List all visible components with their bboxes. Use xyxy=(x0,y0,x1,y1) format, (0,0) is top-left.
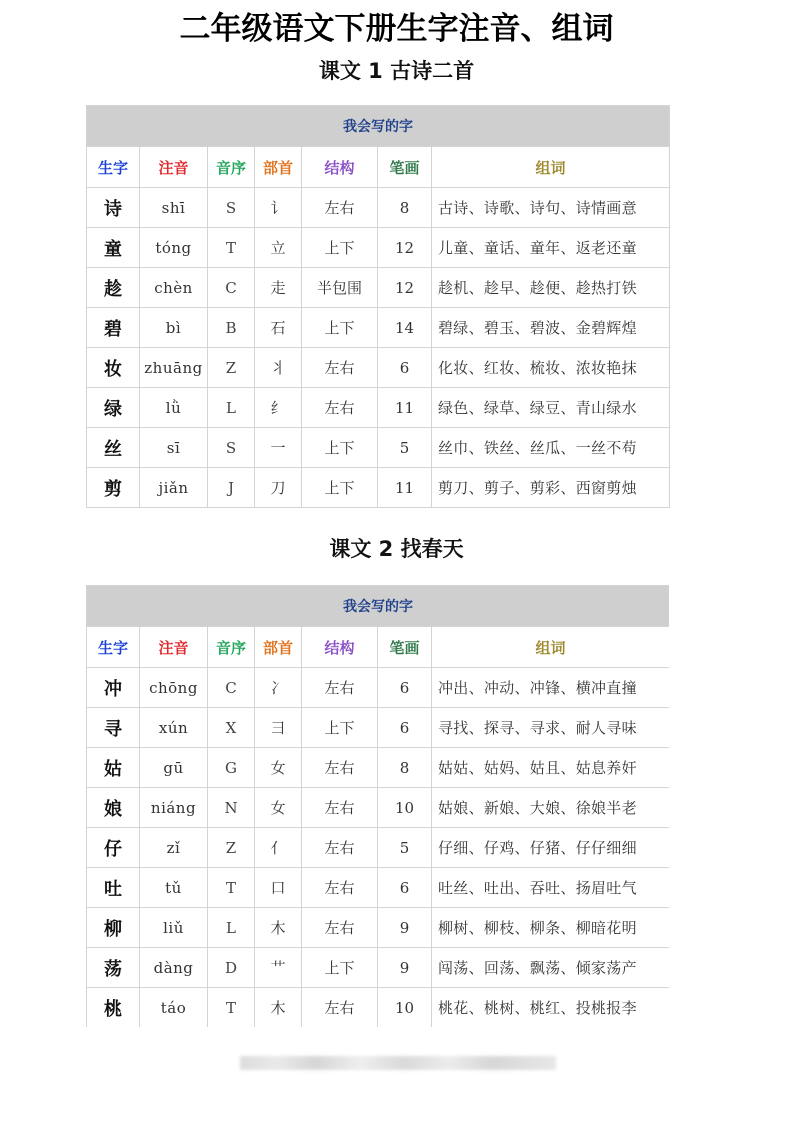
cell-initial: T xyxy=(208,868,255,908)
cell-initial: L xyxy=(208,908,255,948)
table-row xyxy=(87,908,670,948)
cell-initial: J xyxy=(208,468,255,508)
cell-initial: N xyxy=(208,788,255,828)
cell-strokes: 12 xyxy=(378,228,432,268)
cell-radical: 走 xyxy=(255,268,302,308)
cell-initial: G xyxy=(208,748,255,788)
cell-char: 碧 xyxy=(87,308,140,348)
cell-char: 妆 xyxy=(87,348,140,388)
cell-pinyin: táo xyxy=(140,988,208,1028)
cell-strokes: 8 xyxy=(378,748,432,788)
cell-strokes: 14 xyxy=(378,308,432,348)
table-row xyxy=(87,388,670,428)
table-row xyxy=(87,948,670,988)
cell-pinyin: liǔ xyxy=(140,908,208,948)
cell-words: 绿色、绿草、绿豆、青山绿水 xyxy=(432,388,670,428)
column-header-initial: 音序 xyxy=(208,627,255,668)
cell-pinyin: xún xyxy=(140,708,208,748)
cell-strokes: 9 xyxy=(378,908,432,948)
cell-char: 趁 xyxy=(87,268,140,308)
cell-char: 桃 xyxy=(87,988,140,1028)
table-row xyxy=(87,188,670,228)
cell-initial: T xyxy=(208,228,255,268)
cell-initial: B xyxy=(208,308,255,348)
cell-initial: S xyxy=(208,428,255,468)
cell-strokes: 10 xyxy=(378,988,432,1028)
cell-initial: S xyxy=(208,188,255,228)
cell-words: 姑娘、新娘、大娘、徐娘半老 xyxy=(432,788,670,828)
cell-radical: 亻 xyxy=(255,828,302,868)
cell-structure: 上下 xyxy=(302,708,378,748)
cell-initial: D xyxy=(208,948,255,988)
cell-strokes: 8 xyxy=(378,188,432,228)
table-row xyxy=(87,868,670,908)
cell-words: 姑姑、姑妈、姑且、姑息养奸 xyxy=(432,748,670,788)
column-header-char: 生字 xyxy=(87,627,140,668)
cell-char: 姑 xyxy=(87,748,140,788)
cell-pinyin: chōng xyxy=(140,668,208,708)
cell-pinyin: shī xyxy=(140,188,208,228)
cell-radical: 纟 xyxy=(255,388,302,428)
cell-char: 剪 xyxy=(87,468,140,508)
cell-radical: 艹 xyxy=(255,948,302,988)
cell-structure: 左右 xyxy=(302,748,378,788)
cell-strokes: 11 xyxy=(378,388,432,428)
cell-strokes: 6 xyxy=(378,868,432,908)
cell-radical: 石 xyxy=(255,308,302,348)
cell-words: 吐丝、吐出、吞吐、扬眉吐气 xyxy=(432,868,670,908)
cell-radical: 木 xyxy=(255,908,302,948)
column-header-pinyin: 注音 xyxy=(140,147,208,188)
cell-strokes: 11 xyxy=(378,468,432,508)
table-row xyxy=(87,308,670,348)
lesson-1-title: 课文 1 古诗二首 xyxy=(318,59,475,83)
cell-pinyin: dàng xyxy=(140,948,208,988)
cell-words: 闯荡、回荡、飘荡、倾家荡产 xyxy=(432,948,670,988)
cell-char: 冲 xyxy=(87,668,140,708)
table-caption: 我会写的字 xyxy=(87,586,670,627)
cell-words: 冲出、冲动、冲锋、横冲直撞 xyxy=(432,668,670,708)
cell-structure: 左右 xyxy=(302,988,378,1028)
cell-initial: C xyxy=(208,668,255,708)
cell-radical: 女 xyxy=(255,788,302,828)
cell-structure: 左右 xyxy=(302,908,378,948)
cell-structure: 上下 xyxy=(302,308,378,348)
cell-structure: 左右 xyxy=(302,388,378,428)
cell-pinyin: tǔ xyxy=(140,868,208,908)
cell-words: 剪刀、剪子、剪彩、西窗剪烛 xyxy=(432,468,670,508)
table-row xyxy=(87,228,670,268)
cell-words: 丝巾、铁丝、丝瓜、一丝不苟 xyxy=(432,428,670,468)
column-header-initial: 音序 xyxy=(208,147,255,188)
column-header-pinyin: 注音 xyxy=(140,627,208,668)
column-header-words: 组词 xyxy=(432,147,670,188)
cell-structure: 左右 xyxy=(302,188,378,228)
cell-words: 趁机、趁早、趁便、趁热打铁 xyxy=(432,268,670,308)
column-header-structure: 结构 xyxy=(302,627,378,668)
cell-pinyin: niáng xyxy=(140,788,208,828)
table-row xyxy=(87,268,670,308)
cell-pinyin: jiǎn xyxy=(140,468,208,508)
cell-structure: 左右 xyxy=(302,668,378,708)
table-row xyxy=(87,708,670,748)
cell-strokes: 6 xyxy=(378,708,432,748)
cell-initial: Z xyxy=(208,348,255,388)
column-header-structure: 结构 xyxy=(302,147,378,188)
cell-strokes: 5 xyxy=(378,428,432,468)
cell-structure: 左右 xyxy=(302,788,378,828)
table-row xyxy=(87,788,670,828)
cell-pinyin: gū xyxy=(140,748,208,788)
table-row xyxy=(87,348,670,388)
cell-structure: 左右 xyxy=(302,868,378,908)
table-row xyxy=(87,428,670,468)
cell-char: 寻 xyxy=(87,708,140,748)
cell-words: 仔细、仔鸡、仔猪、仔仔细细 xyxy=(432,828,670,868)
cell-initial: C xyxy=(208,268,255,308)
cell-char: 丝 xyxy=(87,428,140,468)
column-header-char: 生字 xyxy=(87,147,140,188)
cell-char: 荡 xyxy=(87,948,140,988)
cell-radical: 冫 xyxy=(255,668,302,708)
cell-initial: L xyxy=(208,388,255,428)
cell-char: 仔 xyxy=(87,828,140,868)
cell-initial: T xyxy=(208,988,255,1028)
column-header-radical: 部首 xyxy=(255,627,302,668)
table-row xyxy=(87,828,670,868)
cell-words: 桃花、桃树、桃红、投桃报李 xyxy=(432,988,670,1028)
cell-radical: 女 xyxy=(255,748,302,788)
cell-char: 吐 xyxy=(87,868,140,908)
cell-structure: 上下 xyxy=(302,428,378,468)
page-title: 二年级语文下册生字注音、组词 xyxy=(179,11,614,47)
cell-words: 儿童、童话、童年、返老还童 xyxy=(432,228,670,268)
cell-radical: 木 xyxy=(255,988,302,1028)
cell-strokes: 12 xyxy=(378,268,432,308)
cell-char: 柳 xyxy=(87,908,140,948)
cell-words: 化妆、红妆、梳妆、浓妆艳抹 xyxy=(432,348,670,388)
cell-radical: 彐 xyxy=(255,708,302,748)
cell-pinyin: chèn xyxy=(140,268,208,308)
cell-pinyin: bì xyxy=(140,308,208,348)
cell-structure: 左右 xyxy=(302,348,378,388)
cell-structure: 上下 xyxy=(302,468,378,508)
cell-initial: Z xyxy=(208,828,255,868)
table-row xyxy=(87,668,670,708)
cell-char: 诗 xyxy=(87,188,140,228)
cell-structure: 上下 xyxy=(302,228,378,268)
cell-words: 古诗、诗歌、诗句、诗情画意 xyxy=(432,188,670,228)
cell-pinyin: zhuāng xyxy=(140,348,208,388)
cell-radical: 立 xyxy=(255,228,302,268)
table-row xyxy=(87,748,670,788)
cell-words: 碧绿、碧玉、碧波、金碧辉煌 xyxy=(432,308,670,348)
cell-initial: X xyxy=(208,708,255,748)
cell-strokes: 10 xyxy=(378,788,432,828)
cell-strokes: 6 xyxy=(378,668,432,708)
blurred-footer-watermark xyxy=(240,1056,556,1070)
cell-pinyin: lǜ xyxy=(140,388,208,428)
column-header-radical: 部首 xyxy=(255,147,302,188)
cell-radical: 刀 xyxy=(255,468,302,508)
cell-words: 柳树、柳枝、柳条、柳暗花明 xyxy=(432,908,670,948)
cell-strokes: 5 xyxy=(378,828,432,868)
cell-pinyin: tóng xyxy=(140,228,208,268)
lesson-2-title: 课文 2 找春天 xyxy=(329,537,464,561)
table-caption: 我会写的字 xyxy=(87,106,670,147)
table-row xyxy=(87,988,670,1028)
cell-radical: 讠 xyxy=(255,188,302,228)
cell-radical: 口 xyxy=(255,868,302,908)
cell-structure: 上下 xyxy=(302,948,378,988)
cell-radical: 一 xyxy=(255,428,302,468)
cell-pinyin: sī xyxy=(140,428,208,468)
cell-pinyin: zǐ xyxy=(140,828,208,868)
column-header-strokes: 笔画 xyxy=(378,147,432,188)
cell-strokes: 9 xyxy=(378,948,432,988)
cell-structure: 半包围 xyxy=(302,268,378,308)
cell-char: 娘 xyxy=(87,788,140,828)
column-header-strokes: 笔画 xyxy=(378,627,432,668)
cell-char: 绿 xyxy=(87,388,140,428)
cell-words: 寻找、探寻、寻求、耐人寻味 xyxy=(432,708,670,748)
cell-radical: 丬 xyxy=(255,348,302,388)
table-row xyxy=(87,468,670,508)
lesson-1-table xyxy=(86,105,669,508)
cell-char: 童 xyxy=(87,228,140,268)
cell-structure: 左右 xyxy=(302,828,378,868)
column-header-words: 组词 xyxy=(432,627,670,668)
cell-strokes: 6 xyxy=(378,348,432,388)
lesson-2-table xyxy=(86,585,669,1027)
